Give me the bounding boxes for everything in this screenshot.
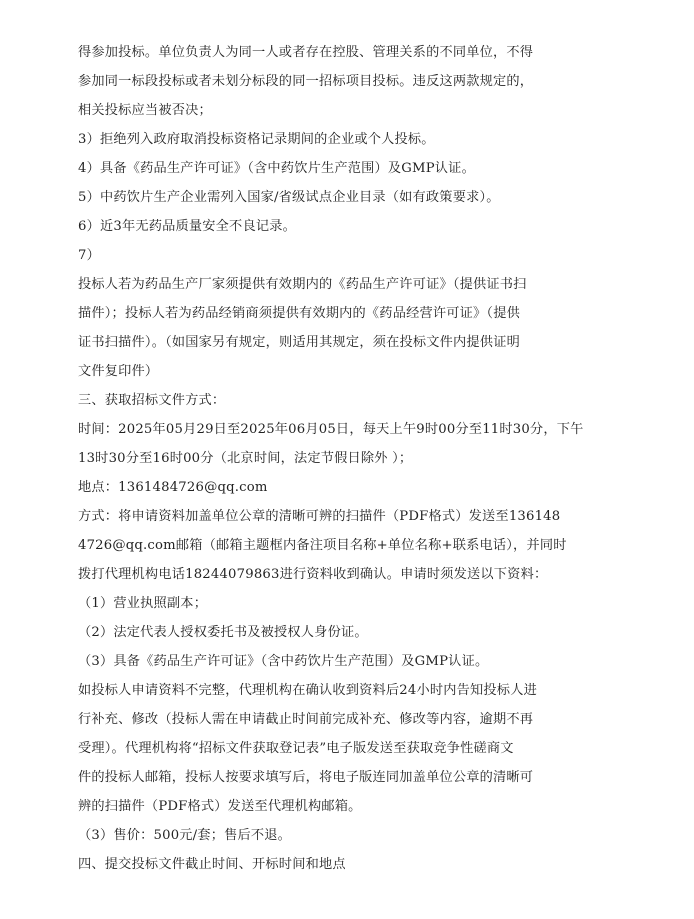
text-line: 受理）。代理机构将“招标文件获取登记表”电子版发送至获取竞争性磋商文: [78, 741, 514, 756]
list-item: （1）营业执照副本；: [78, 596, 208, 611]
text-line: 行补充、修改（投标人需在申请截止时间前完成补充、修改等内容，逾期不再: [78, 712, 534, 727]
text-line: 得参加投标。单位负责人为同一人或者存在控股、管理关系的不同单位，不得: [78, 45, 534, 60]
text-line: 时间：2025年05月29日至2025年06月05日，每天上午9时00分至11时30分，下午: [78, 422, 584, 437]
text-line: 参加同一标段投标或者未划分标段的同一招标项目投标。违反这两款规定的，: [78, 74, 534, 89]
text-line: 辨的扫描件（PDF格式）发送至代理机构邮箱。: [78, 799, 362, 814]
section-heading: 四、提交投标文件截止时间、开标时间和地点: [78, 857, 346, 872]
section-heading: 三、获取招标文件方式：: [78, 393, 226, 408]
list-item: 3）拒绝列入政府取消投标资格记录期间的企业或个人投标。: [78, 132, 435, 147]
list-item: （3）具备《药品生产许可证》（含中药饮片生产范围）及GMP认证。: [78, 654, 489, 669]
list-item: 7）: [78, 248, 100, 263]
text-line: 相关投标应当被否决；: [78, 103, 212, 118]
text-line: 如投标人申请资料不完整，代理机构在确认收到资料后24小时内告知投标人进: [78, 683, 537, 698]
text-line: 方式：将申请资料加盖单位公章的清晰可辨的扫描件（PDF格式）发送至136148: [78, 509, 561, 524]
text-line: 件的投标人邮箱，投标人按要求填写后，将电子版连同加盖单位公章的清晰可: [78, 770, 534, 785]
list-item: 4）具备《药品生产许可证》（含中药饮片生产范围）及GMP认证。: [78, 161, 475, 176]
text-line: 描件）；投标人若为药品经销商须提供有效期内的《药品经营许可证》（提供: [78, 306, 520, 321]
list-item: （2）法定代表人授权委托书及被授权人身份证。: [78, 625, 368, 640]
list-item: 5）中药饮片生产企业需列入国家/省级试点企业目录（如有政策要求）。: [78, 190, 500, 205]
text-line: 文件复印件）: [78, 364, 159, 379]
text-line: 4726@qq.com邮箱（邮箱主题框内备注项目名称+单位名称+联系电话），并同时: [78, 538, 567, 553]
text-line: 投标人若为药品生产厂家须提供有效期内的《药品生产许可证》（提供证书扫: [78, 277, 527, 292]
text-line: 证书扫描件）。（如国家另有规定，则适用其规定，须在投标文件内提供证明: [78, 335, 520, 350]
text-line: 13时30分至16时00分（北京时间，法定节假日除外 ）；: [78, 451, 413, 466]
text-line: 拨打代理机构电话18244079863进行资料收到确认。申请时须发送以下资料：: [78, 567, 548, 582]
text-line: 地点：1361484726@qq.com: [78, 480, 268, 495]
list-item: （3）售价：500元/套；售后不退。: [78, 828, 292, 843]
list-item: 6）近3年无药品质量安全不良记录。: [78, 219, 296, 234]
